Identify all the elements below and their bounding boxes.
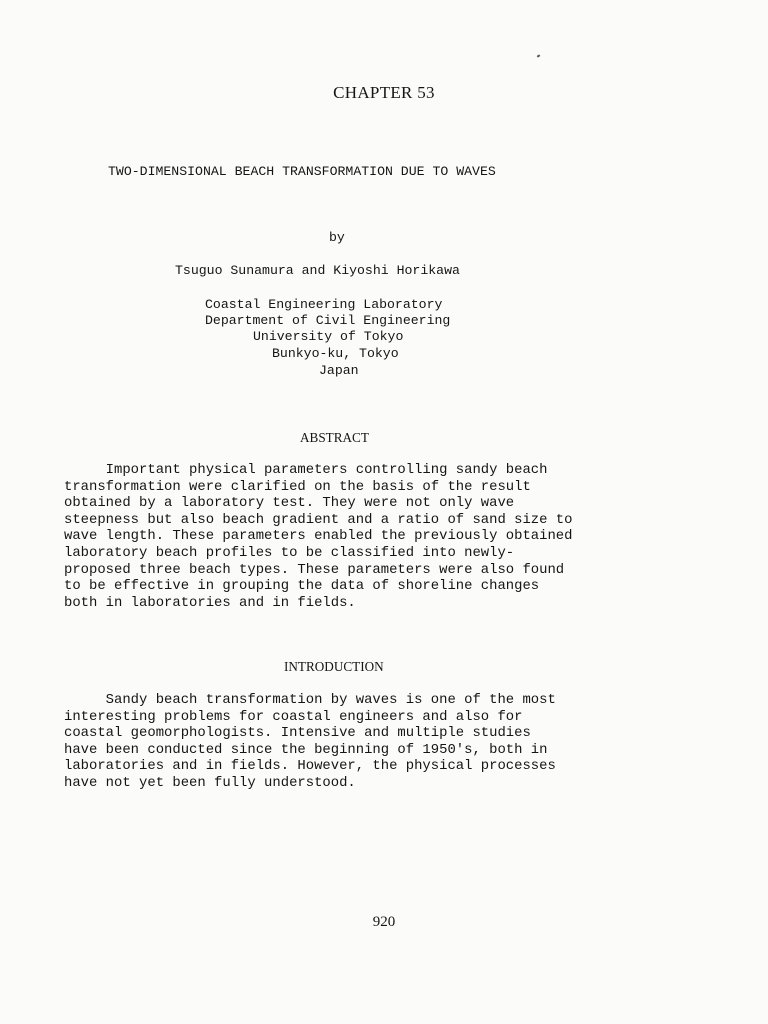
chapter-heading: CHAPTER 53 — [333, 83, 435, 102]
abstract-line: wave length. These parameters enabled the previously obtained — [64, 528, 573, 545]
introduction-line: interesting problems for coastal engineers and also for — [64, 708, 523, 725]
abstract-line: both in laboratories and in fields. — [64, 594, 356, 611]
abstract-line: to be effective in grouping the data of shoreline changes — [64, 578, 540, 595]
affiliation-line: Department of Civil Engineering — [205, 313, 451, 328]
scan-speck — [537, 54, 541, 57]
abstract-line: obtained by a laboratory test. They were not only wave — [64, 495, 515, 512]
paper-title: TWO-DIMENSIONAL BEACH TRANSFORMATION DUE TO WAVES — [108, 164, 496, 179]
abstract-line: proposed three beach types. These parameters were also found — [64, 561, 565, 578]
affiliation-line: Coastal Engineering Laboratory — [205, 297, 443, 312]
introduction-body — [64, 692, 649, 792]
introduction-line: have been conducted since the beginning of 1950's, both in — [64, 741, 548, 758]
byline: by — [329, 230, 345, 245]
abstract-line: steepness but also beach gradient and a ratio of sand size to — [64, 511, 573, 528]
introduction-line: laboratories and in fields. However, the physical processes — [64, 758, 556, 775]
introduction-heading: INTRODUCTION — [284, 659, 384, 674]
abstract-heading: ABSTRACT — [300, 430, 369, 445]
affiliation-line: University of Tokyo — [253, 329, 404, 344]
introduction-line: coastal geomorphologists. Intensive and multiple studies — [64, 725, 531, 742]
authors: Tsuguo Sunamura and Kiyoshi Horikawa — [175, 263, 460, 278]
introduction-line: Sandy beach transformation by waves is one of the most — [64, 692, 556, 708]
affiliation-line: Bunkyo-ku, Tokyo — [272, 346, 399, 361]
abstract-body — [64, 462, 649, 611]
introduction-line: have not yet been fully understood. — [64, 774, 356, 791]
page-number: 920 — [372, 914, 396, 930]
affiliation-line: Japan — [319, 363, 359, 378]
abstract-line: transformation were clarified on the basis of the result — [64, 478, 531, 495]
abstract-line: Important physical parameters controlling sandy beach — [64, 462, 548, 478]
abstract-line: laboratory beach profiles to be classified into newly- — [64, 544, 515, 561]
